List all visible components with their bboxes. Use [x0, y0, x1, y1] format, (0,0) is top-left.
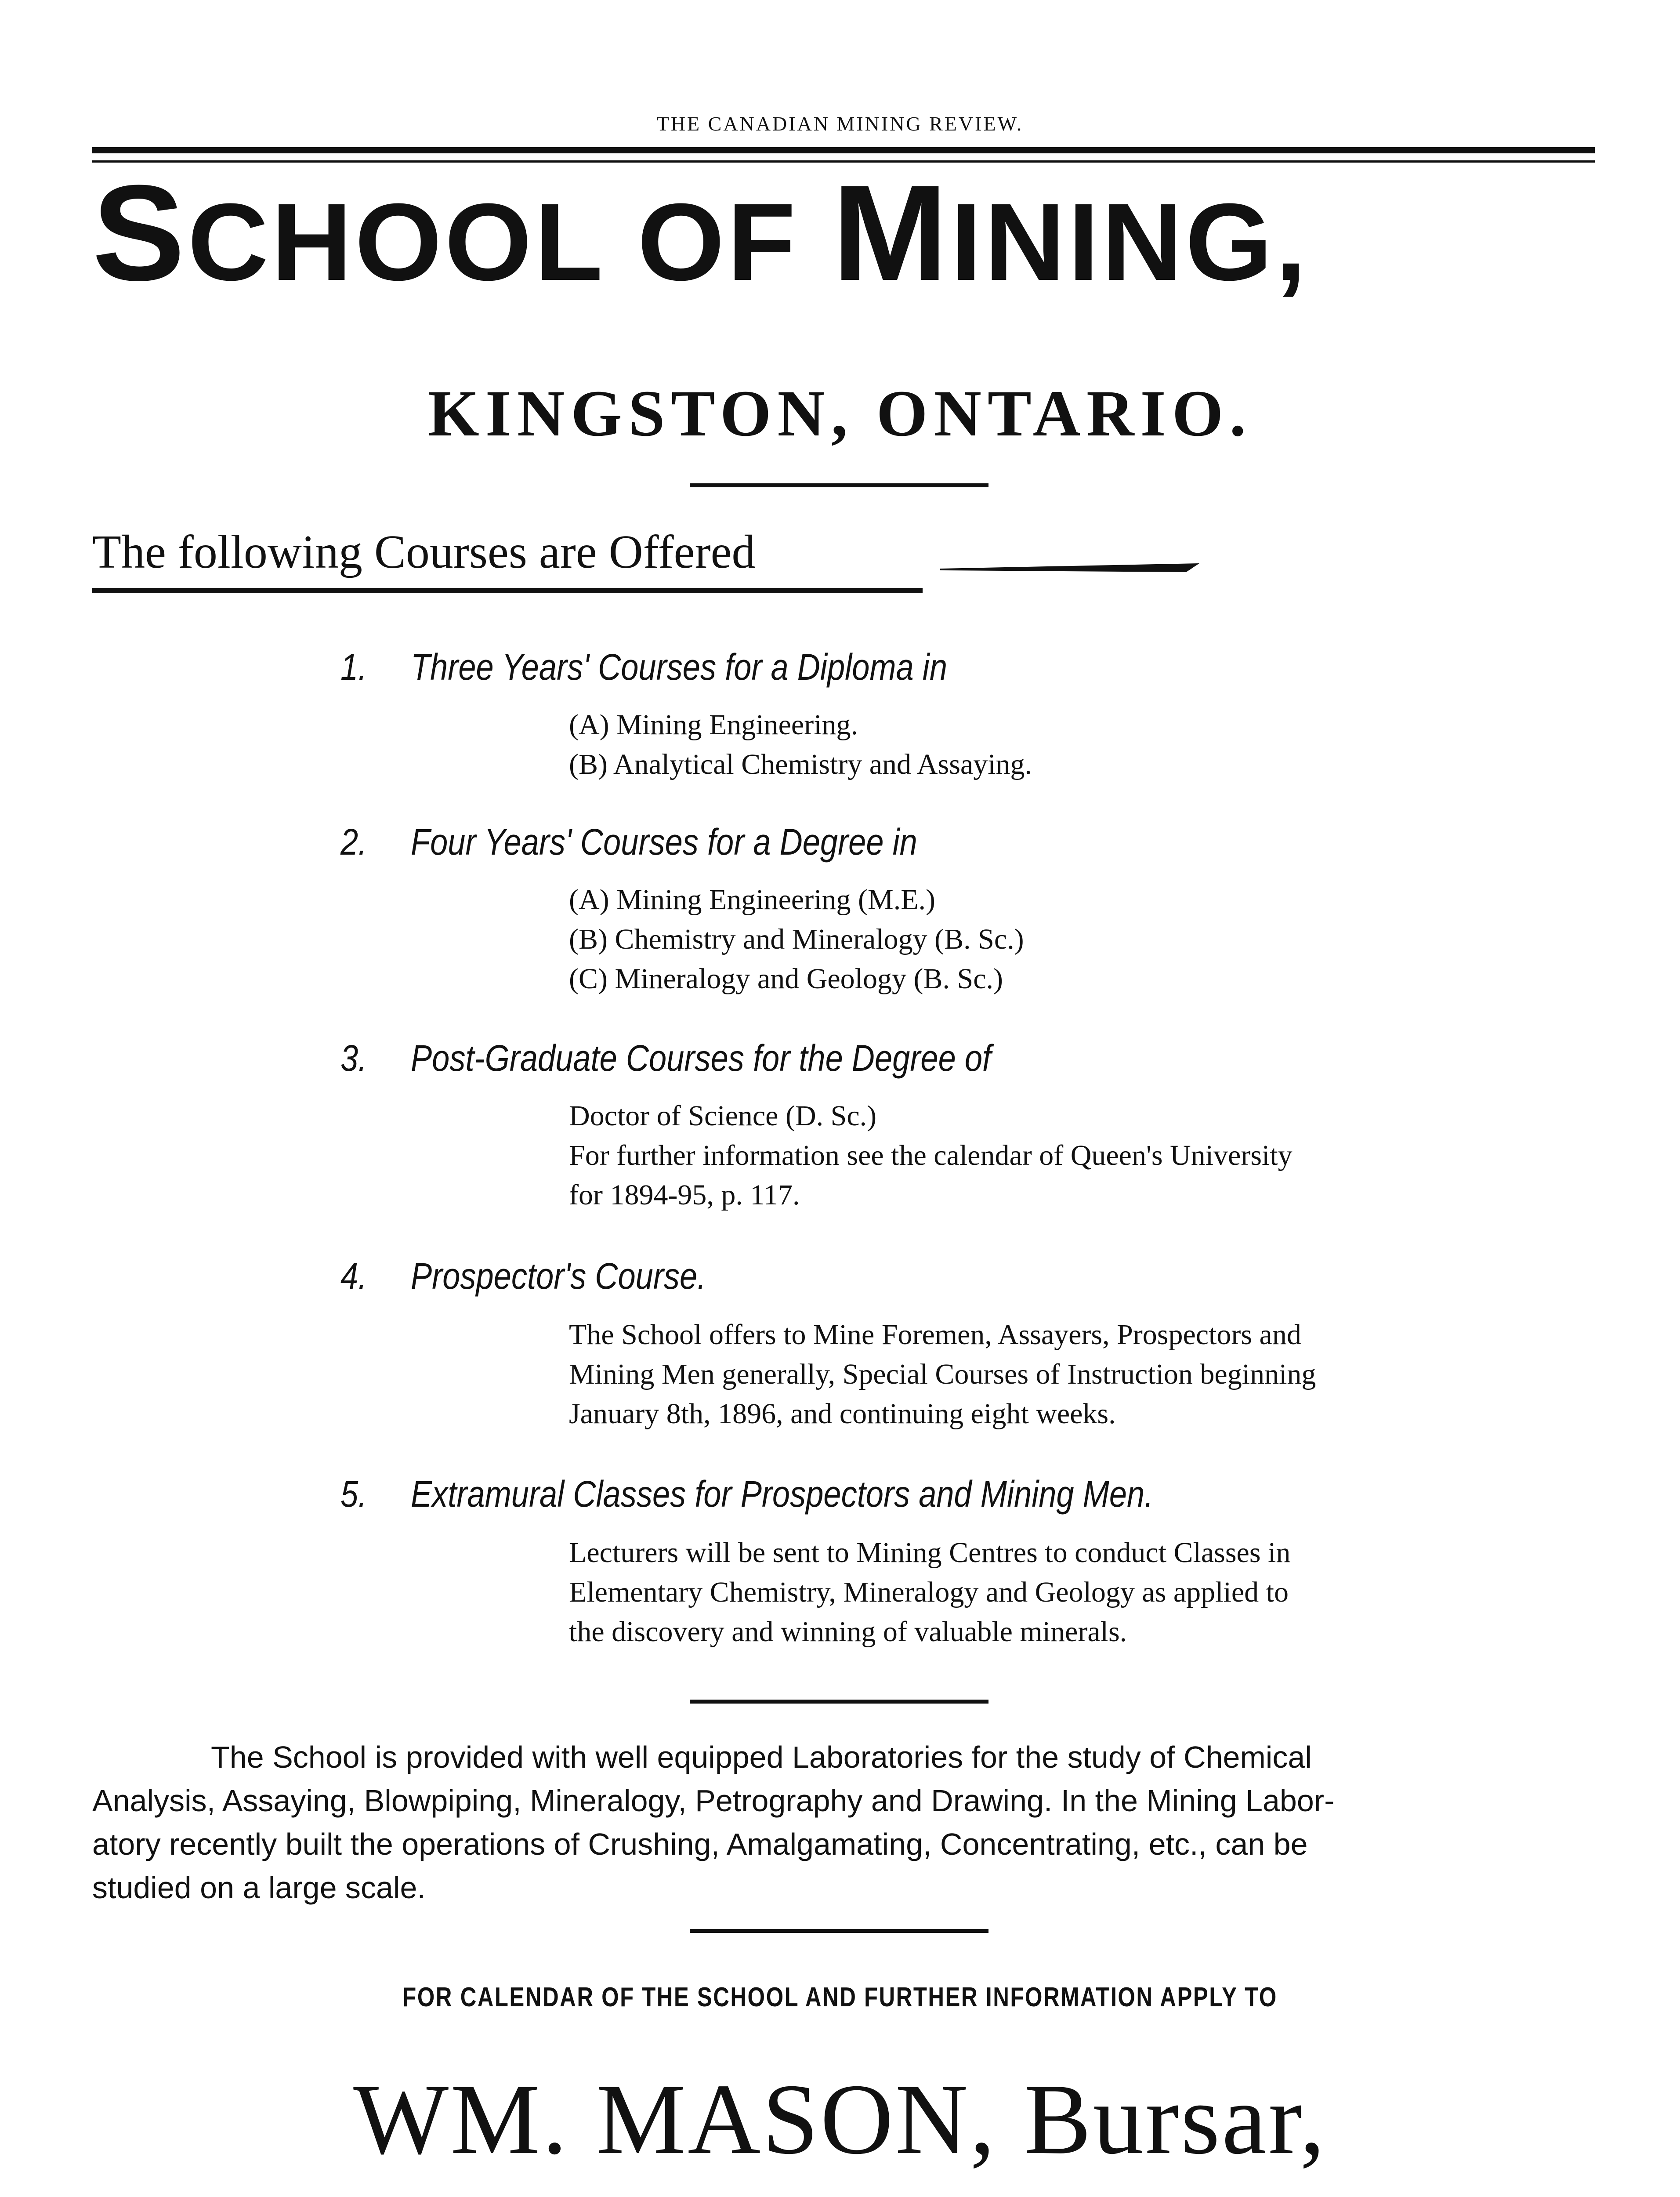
courses-heading-underline	[92, 588, 923, 593]
course-1-title: Three Years' Courses for a Diploma in	[411, 646, 948, 688]
courses-heading: The following Courses are Offered	[92, 526, 756, 578]
course-5-line-2: Elementary Chemistry, Mineralogy and Geology as applied to	[569, 1576, 1289, 1608]
course-3-title: Post-Graduate Courses for the Degree of	[411, 1037, 992, 1079]
top-rule-thick	[92, 147, 1595, 153]
divider-1	[690, 483, 988, 487]
course-2-line-1: (A) Mining Engineering (M.E.)	[569, 884, 935, 916]
divider-2	[690, 1700, 988, 1704]
divider-3	[690, 1929, 988, 1933]
course-1-line-1: (A) Mining Engineering.	[569, 709, 858, 741]
title-part-1: CHOOL OF	[188, 181, 833, 303]
course-5-number: 5.	[340, 1473, 367, 1515]
location-subtitle: KINGSTON, ONTARIO.	[428, 377, 1252, 450]
course-5-line-3: the discovery and winning of valuable minerals.	[569, 1616, 1127, 1648]
running-head: THE CANADIAN MINING REVIEW.	[656, 112, 1024, 135]
course-3-line-3: for 1894-95, p. 117.	[569, 1179, 800, 1211]
course-1-number: 1.	[340, 646, 367, 688]
course-5-line-1: Lecturers will be sent to Mining Centres to conduct Classes in	[569, 1537, 1291, 1569]
apply-line: FOR CALENDAR OF THE SCHOOL AND FURTHER INFORMATION APPLY TO	[402, 1982, 1278, 2012]
course-4-line-2: Mining Men generally, Special Courses of Instruction beginning	[569, 1358, 1316, 1390]
paragraph-line-3: atory recently built the operations of Crushing, Amalgamating, Concentrating, etc., can be	[92, 1827, 1308, 1861]
page-title	[92, 156, 1625, 315]
course-4-number: 4.	[340, 1255, 367, 1297]
course-2-line-3: (C) Mineralogy and Geology (B. Sc.)	[569, 963, 1003, 995]
course-2-line-2: (B) Chemistry and Mineralogy (B. Sc.)	[569, 923, 1024, 955]
course-2-title: Four Years' Courses for a Degree in	[411, 821, 917, 863]
course-3-number: 3.	[340, 1037, 367, 1079]
paragraph-line-1: The School is provided with well equipped Laboratories for the study of Chemical	[211, 1740, 1312, 1774]
course-1-line-2: (B) Analytical Chemistry and Assaying.	[569, 748, 1032, 780]
course-3-line-1: Doctor of Science (D. Sc.)	[569, 1100, 877, 1132]
course-2-number: 2.	[340, 821, 367, 863]
laboratories-paragraph	[92, 1736, 1586, 1910]
title-part-2: INING,	[950, 181, 1309, 303]
courses-heading-tail	[940, 563, 1199, 572]
course-4-title: Prospector's Course.	[411, 1255, 706, 1297]
title-cap-m: M	[832, 156, 951, 309]
course-4-line-1: The School offers to Mine Foremen, Assayers, Prospectors and	[569, 1319, 1301, 1351]
course-3-line-2: For further information see the calendar of Queen's University	[569, 1139, 1293, 1171]
course-4-line-3: January 8th, 1896, and continuing eight weeks.	[569, 1398, 1116, 1430]
paragraph-line-4: studied on a large scale.	[92, 1871, 426, 1905]
bursar-name: WM. MASON, Bursar,	[353, 2063, 1327, 2175]
course-5-title: Extramural Classes for Prospectors and Mining Men.	[411, 1473, 1154, 1515]
title-cap-s: S	[92, 156, 188, 309]
paragraph-line-2: Analysis, Assaying, Blowpiping, Mineralogy, Petrography and Drawing. In the Mining Labor-	[92, 1784, 1335, 1818]
